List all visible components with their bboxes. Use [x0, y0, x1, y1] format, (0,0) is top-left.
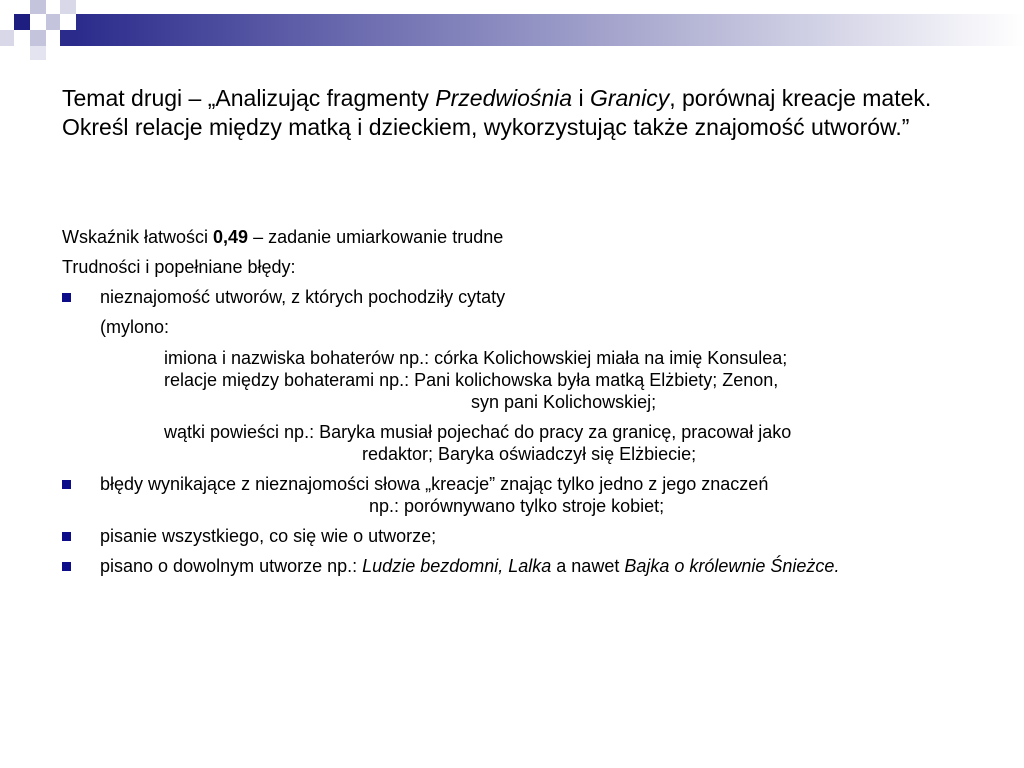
- deco-square-light: [60, 0, 76, 14]
- deco-square-light: [0, 30, 14, 46]
- difficulties-label: Trudności i popełniane błędy:: [62, 257, 296, 277]
- bullet-icon: [62, 532, 71, 541]
- list-item: błędy wynikające z nieznajomości słowa „kreacje” znając tylko jedno z jego znaczeń np.: porównywano tylko stroje kobiet;: [62, 473, 982, 517]
- deco-square-light: [46, 14, 60, 30]
- deco-square-light: [30, 46, 46, 60]
- sub-item: imiona i nazwiska bohaterów np.: córka Kolichowskiej miała na imię Konsulea; relacje między bohaterami np.: Pani kolichowska była matką Elżbiety; Zenon, syn pani Kolichowskiej;: [164, 348, 788, 412]
- list-item: pisano o dowolnym utworze np.: Ludzie bezdomni, Lalka a nawet Bajka o królewnie Śnieżce.: [62, 555, 950, 577]
- indicator-value: 0,49: [213, 227, 249, 247]
- bullet-icon: [62, 480, 71, 489]
- deco-square-light: [46, 30, 60, 46]
- list-item: pisanie wszystkiego, co się wie o utworze;: [62, 525, 982, 547]
- header-gradient-bar: [76, 14, 1024, 46]
- list-item: nieznajomość utworów, z których pochodziły cytaty: [62, 286, 982, 308]
- bullet-icon: [62, 562, 71, 571]
- title-work-1: Przedwiośnia: [435, 85, 573, 111]
- indicator-line: Wskaźnik łatwości 0,49 – zadanie umiarkowanie trudne: [62, 227, 504, 247]
- bullet-icon: [62, 293, 71, 302]
- slide-title: Temat drugi – „Analizując fragmenty Przedwiośnia i Granicy, porównaj kreacje matek. Określ relacje między matką i dzieckiem, wykorzystując także znajomość utworów.”: [62, 85, 932, 140]
- slide-body: [62, 226, 982, 577]
- sub-item: wątki powieści np.: Baryka musiał pojechać do pracy za granicę, pracował jako redaktor; Baryka oświadczył się Elżbiecie;: [164, 422, 792, 464]
- deco-square-light: [30, 0, 46, 14]
- list-item-paren: (mylono:: [100, 317, 170, 337]
- deco-square-dark: [60, 30, 76, 46]
- deco-square-light: [30, 30, 46, 46]
- deco-square-dark: [14, 14, 30, 30]
- header-decoration: [0, 0, 1024, 60]
- title-work-2: Granicy: [589, 85, 670, 111]
